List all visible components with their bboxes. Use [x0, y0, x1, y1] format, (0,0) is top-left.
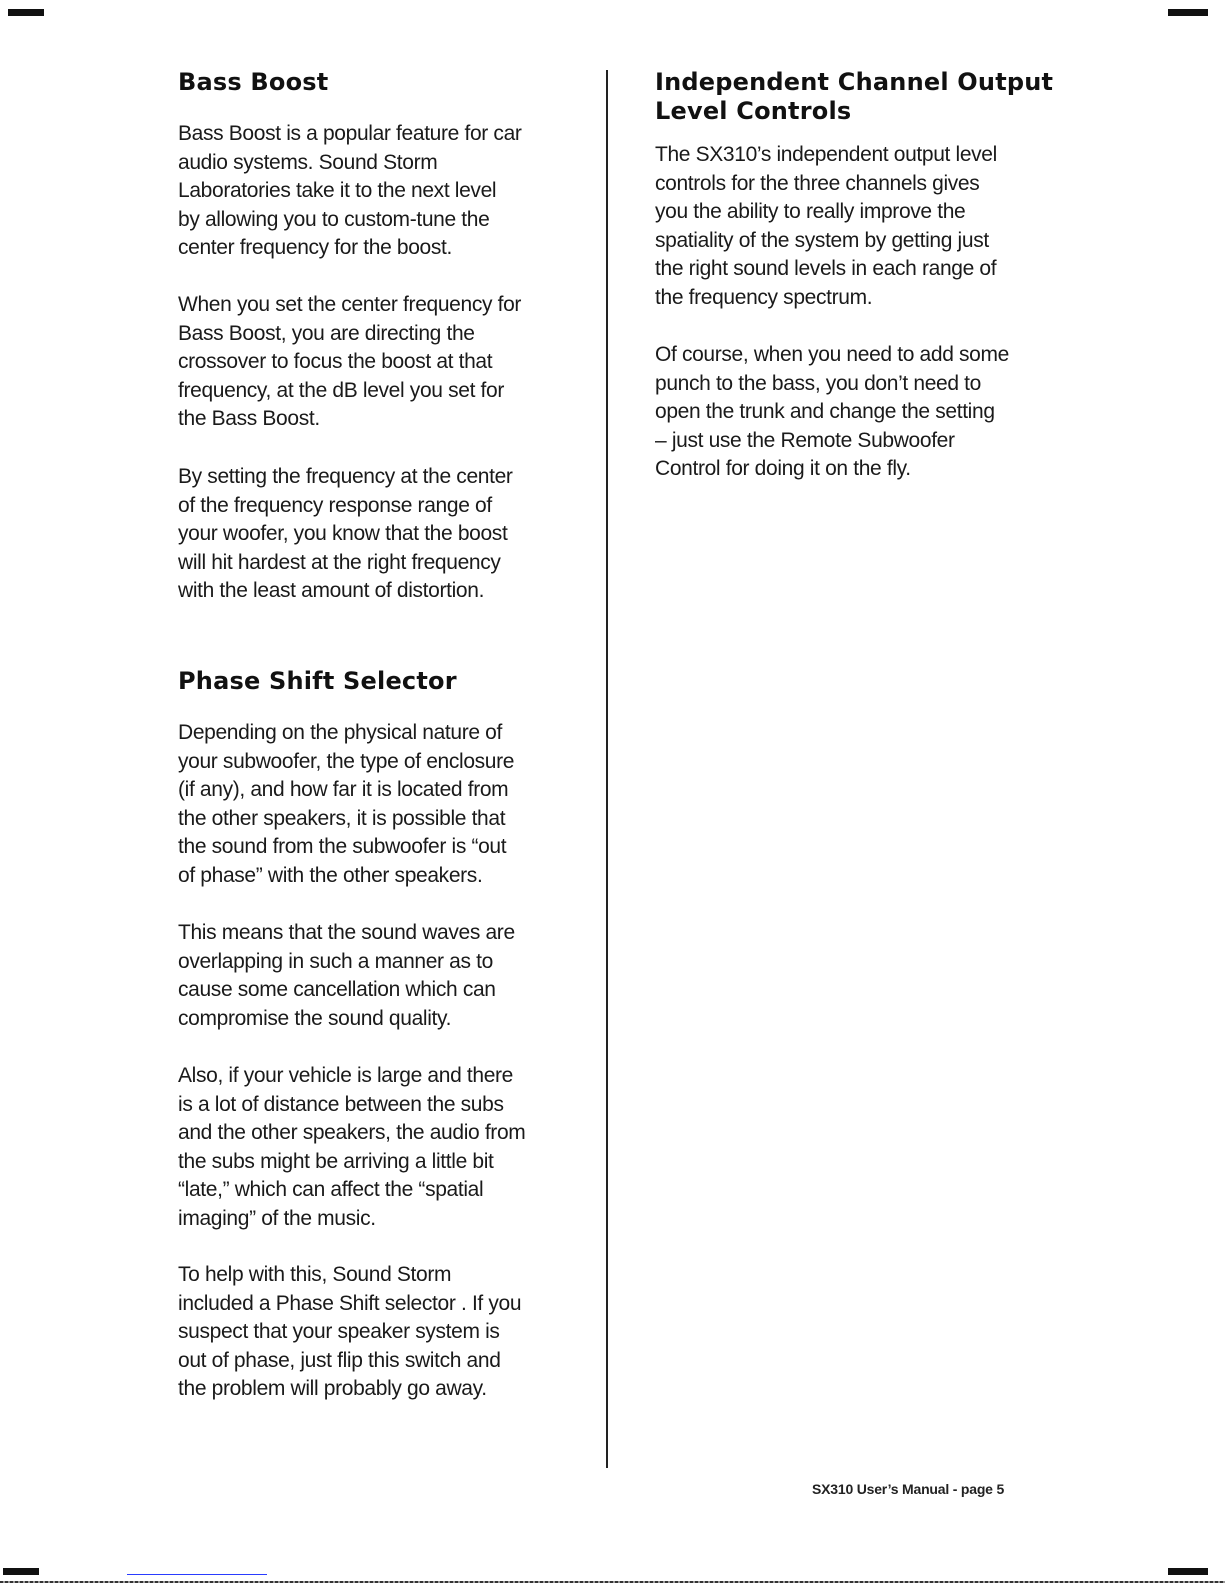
text-line: controls for the three channels gives — [655, 171, 980, 195]
text-line: suspect that your speaker system is — [178, 1320, 500, 1344]
text-line: the sound from the subwoofer is “out — [178, 835, 507, 859]
crop-mark-bottom-left — [3, 1568, 39, 1575]
text-line: out of phase, just flip this switch and — [178, 1348, 501, 1372]
paragraph — [655, 141, 997, 313]
text-line: will hit hardest at the right frequency — [178, 550, 501, 574]
text-line: imaging” of the music. — [178, 1206, 376, 1230]
text-line: Bass Boost is a popular feature for car — [178, 122, 522, 145]
text-line: Depending on the physical nature of — [178, 721, 502, 744]
text-line: the Bass Boost. — [178, 407, 320, 431]
text-line: Of course, when you need to add some — [655, 343, 1009, 366]
text-line: crossover to focus the boost at that — [178, 350, 493, 374]
text-line: The SX310’s independent output level — [655, 143, 997, 166]
text-line: spatiality of the system by getting just — [655, 228, 989, 252]
crop-mark-bottom-right — [1168, 1568, 1208, 1575]
text-line: the other speakers, it is possible that — [178, 806, 506, 830]
text-line: the problem will probably go away. — [178, 1377, 487, 1401]
crop-mark-top-right — [1168, 9, 1208, 16]
heading-output-levels-line1: Independent Channel Output — [655, 68, 1054, 96]
link-underline — [127, 1574, 267, 1575]
text-line: by allowing you to custom-tune the — [178, 207, 490, 231]
page-footer: SX310 User’s Manual - page 5 — [812, 1481, 1005, 1497]
text-line: of phase” with the other speakers. — [178, 863, 483, 887]
paragraph — [178, 1062, 525, 1234]
text-line: audio systems. Sound Storm — [178, 150, 438, 174]
text-line: and the other speakers, the audio from — [178, 1121, 526, 1145]
text-line: Also, if your vehicle is large and there — [178, 1064, 514, 1087]
text-line: included a Phase Shift selector . If you — [178, 1291, 522, 1315]
text-line: – just use the Remote Subwoofer — [655, 428, 955, 452]
paragraph — [178, 291, 521, 434]
heading-phase-shift: Phase Shift Selector — [178, 667, 457, 695]
paragraph — [178, 120, 522, 263]
paragraph — [178, 919, 515, 1033]
text-line: “late,” which can affect the “spatial — [178, 1178, 484, 1202]
text-line: you the ability to really improve the — [655, 200, 966, 224]
text-line: center frequency for the boost. — [178, 236, 452, 260]
paragraph — [178, 719, 514, 891]
text-line: Control for doing it on the fly. — [655, 457, 911, 481]
page-edge — [0, 1581, 1225, 1583]
text-line: with the least amount of distortion. — [178, 579, 485, 603]
text-line: cause some cancellation which can — [178, 978, 496, 1002]
text-line: the frequency spectrum. — [655, 285, 873, 309]
text-line: the subs might be arriving a little bit — [178, 1149, 494, 1173]
text-line: To help with this, Sound Storm — [178, 1263, 452, 1286]
paragraph — [178, 463, 513, 606]
text-line: By setting the frequency at the center — [178, 465, 513, 488]
text-line: of the frequency response range of — [178, 493, 492, 517]
column-divider — [606, 70, 608, 1468]
text-line: the right sound levels in each range of — [655, 257, 997, 281]
text-line: is a lot of distance between the subs — [178, 1092, 504, 1116]
text-line: Laboratories take it to the next level — [178, 179, 497, 203]
text-line: punch to the bass, you don’t need to — [655, 371, 981, 395]
text-line: your woofer, you know that the boost — [178, 522, 508, 546]
crop-mark-top-left — [8, 9, 44, 16]
text-line: This means that the sound waves are — [178, 921, 515, 944]
paragraph — [178, 1261, 521, 1404]
paragraph — [655, 341, 1009, 484]
heading-output-levels-line2: Level Controls — [655, 97, 852, 125]
text-line: When you set the center frequency for — [178, 293, 522, 316]
text-line: (if any), and how far it is located from — [178, 778, 509, 802]
text-line: open the trunk and change the setting — [655, 400, 995, 424]
text-line: frequency, at the dB level you set for — [178, 378, 505, 402]
text-line: Bass Boost, you are directing the — [178, 321, 475, 345]
text-line: overlapping in such a manner as to — [178, 949, 493, 973]
heading-bass-boost: Bass Boost — [178, 68, 329, 96]
text-line: compromise the sound quality. — [178, 1006, 452, 1030]
text-line: your subwoofer, the type of enclosure — [178, 749, 515, 773]
